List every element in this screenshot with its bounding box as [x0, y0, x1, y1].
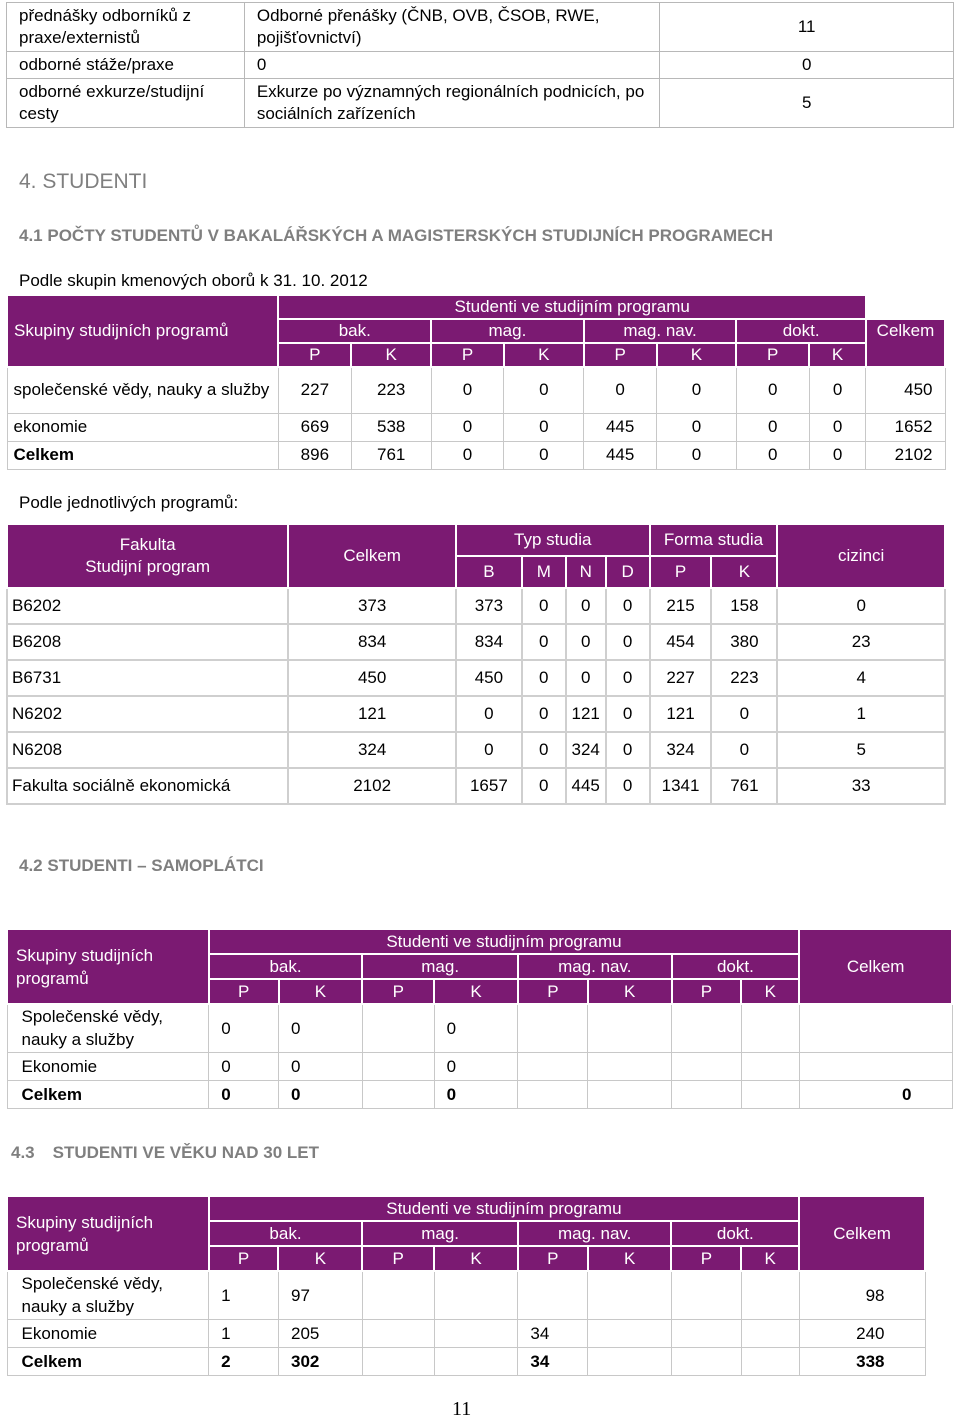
activity-type-cell: přednášky odborníků z praxe/externistů — [7, 3, 245, 52]
row-label: Ekonomie — [7, 1052, 209, 1080]
activity-description-cell: 0 — [244, 52, 660, 79]
value-cell — [741, 1052, 799, 1080]
group-header: Skupiny studijních programů — [7, 1196, 209, 1271]
value-cell: 0 — [522, 624, 566, 660]
value-cell: 445 — [566, 768, 606, 804]
table-row — [7, 52, 954, 79]
value-cell — [672, 1052, 742, 1080]
value-cell — [741, 1347, 799, 1375]
table-row — [7, 624, 945, 660]
value-cell: 380 — [711, 624, 777, 660]
value-cell — [518, 1052, 588, 1080]
level-header: mag. — [431, 319, 584, 343]
value-cell: 1 — [209, 1271, 279, 1319]
table-row — [7, 1271, 925, 1319]
value-cell — [362, 1004, 434, 1052]
value-cell: 0 — [279, 1052, 363, 1080]
value-cell: 34 — [518, 1319, 588, 1347]
total-header: Celkem — [288, 524, 456, 588]
value-cell: 302 — [278, 1347, 362, 1375]
value-cell: 0 — [606, 768, 650, 804]
value-cell: 121 — [650, 696, 712, 732]
pk-header: K — [588, 979, 672, 1004]
total-header: Celkem — [799, 1196, 925, 1271]
value-cell: 0 — [809, 413, 866, 441]
type-col-header: N — [566, 556, 606, 588]
level-header: bak. — [209, 954, 363, 979]
value-cell: 445 — [584, 441, 657, 469]
total-header: Celkem — [866, 319, 945, 367]
students-by-program-table — [6, 523, 946, 805]
value-cell: 2 — [209, 1347, 279, 1375]
students-header: Studenti ve studijním programu — [209, 929, 800, 954]
value-cell: 223 — [351, 367, 431, 413]
activity-type-cell: odborné stáže/praxe — [7, 52, 245, 79]
value-cell — [362, 1052, 434, 1080]
value-cell: 1 — [209, 1319, 279, 1347]
foreigners-cell: 1 — [777, 696, 945, 732]
pk-header: P — [671, 1246, 741, 1271]
value-cell: 0 — [606, 588, 650, 624]
row-label: Společenské vědy, nauky a služby — [7, 1271, 209, 1319]
study-form-header: Forma studia — [650, 524, 778, 556]
value-cell: 1657 — [456, 768, 522, 804]
table-caption: Podle skupin kmenových oborů k 31. 10. 2012 — [19, 271, 368, 290]
value-cell: 373 — [456, 588, 522, 624]
foreigners-cell: 23 — [777, 624, 945, 660]
subsection-heading — [11, 1143, 319, 1163]
table-row — [7, 1080, 952, 1108]
subsection-title: STUDENTI VE VĚKU NAD 30 LET — [52, 1143, 320, 1162]
level-header: mag. nav. — [518, 1221, 672, 1246]
section-heading: 4. STUDENTI — [19, 170, 148, 193]
pk-header: K — [434, 1246, 518, 1271]
self-paying-students-table — [6, 928, 953, 1109]
value-cell: 0 — [522, 588, 566, 624]
value-cell — [588, 1347, 672, 1375]
subsection-heading: 4.1 POČTY STUDENTŮ V BAKALÁŘSKÝCH A MAGISTERSKÝCH STUDIJNÍCH PROGRAMECH — [19, 226, 774, 245]
pk-header: K — [741, 979, 799, 1004]
value-cell — [741, 1319, 799, 1347]
value-cell: 445 — [584, 413, 657, 441]
type-col-header: D — [606, 556, 650, 588]
value-cell: 0 — [736, 367, 809, 413]
level-header: bak. — [278, 319, 431, 343]
value-cell: 324 — [650, 732, 712, 768]
value-cell: 0 — [209, 1052, 279, 1080]
type-col-header: M — [522, 556, 566, 588]
foreigners-cell: 33 — [777, 768, 945, 804]
value-cell: 0 — [456, 696, 522, 732]
total-cell: 450 — [288, 660, 456, 696]
pk-header: K — [351, 343, 431, 367]
total-cell: 98 — [799, 1271, 925, 1319]
row-label: Celkem — [7, 1080, 209, 1108]
table-row — [7, 3, 954, 52]
pk-header: P — [672, 979, 742, 1004]
value-cell — [671, 1271, 741, 1319]
level-header: dokt. — [671, 1221, 799, 1246]
value-cell — [362, 1080, 434, 1108]
students-header: Studenti ve studijním programu — [209, 1196, 799, 1221]
value-cell: 0 — [657, 441, 737, 469]
value-cell: 0 — [584, 367, 657, 413]
total-cell: 834 — [288, 624, 456, 660]
table-row — [7, 1319, 925, 1347]
activity-description-cell: Exkurze po významných regionálních podnicích, po sociálních zařízeních — [244, 79, 660, 128]
faculty-header-label: Fakulta — [119, 535, 176, 554]
activity-count-cell: 5 — [660, 79, 954, 128]
pk-header: K — [434, 979, 518, 1004]
value-cell: 121 — [566, 696, 606, 732]
total-cell: 121 — [288, 696, 456, 732]
pk-header: K — [657, 343, 737, 367]
value-cell: 0 — [431, 413, 504, 441]
value-cell: 0 — [657, 413, 737, 441]
subsection-number: 4.3 — [11, 1143, 35, 1162]
value-cell: 0 — [434, 1004, 518, 1052]
row-label: Ekonomie — [7, 1319, 209, 1347]
value-cell: 0 — [711, 732, 777, 768]
level-header: dokt. — [672, 954, 800, 979]
value-cell — [588, 1004, 672, 1052]
program-name-cell: B6208 — [7, 624, 288, 660]
pk-header: K — [809, 343, 866, 367]
value-cell: 0 — [657, 367, 737, 413]
activity-count-cell: 11 — [660, 3, 954, 52]
value-cell: 0 — [522, 660, 566, 696]
pk-header: K — [741, 1246, 799, 1271]
row-label: ekonomie — [7, 413, 278, 441]
value-cell: 0 — [431, 367, 504, 413]
level-header: mag. nav. — [584, 319, 737, 343]
total-cell: 240 — [799, 1319, 925, 1347]
value-cell: 0 — [809, 441, 866, 469]
table-row — [7, 1004, 952, 1052]
value-cell: 761 — [711, 768, 777, 804]
students-header: Studenti ve studijním programu — [278, 295, 866, 319]
pk-header: P — [518, 1246, 588, 1271]
value-cell — [741, 1004, 799, 1052]
value-cell: 0 — [566, 660, 606, 696]
activity-description-cell: Odborné přenášky (ČNB, OVB, ČSOB, RWE, pojišťovnictví) — [244, 3, 660, 52]
value-cell — [518, 1080, 588, 1108]
subsection-heading: 4.2 STUDENTI – SAMOPLÁTCI — [19, 856, 264, 875]
page-number: 11 — [452, 1398, 472, 1420]
total-cell: 2102 — [866, 441, 945, 469]
activities-table — [6, 2, 954, 128]
value-cell: 0 — [736, 441, 809, 469]
row-label: Celkem — [7, 441, 278, 469]
value-cell: 454 — [650, 624, 712, 660]
total-cell: 1652 — [866, 413, 945, 441]
pk-header: P — [362, 1246, 434, 1271]
value-cell: 1341 — [650, 768, 712, 804]
table-row — [7, 367, 945, 413]
value-cell: 0 — [504, 367, 584, 413]
value-cell — [362, 1271, 434, 1319]
total-cell: 2102 — [288, 768, 456, 804]
value-cell: 0 — [711, 696, 777, 732]
pk-header: P — [209, 1246, 279, 1271]
program-name-cell: B6731 — [7, 660, 288, 696]
total-cell — [799, 1052, 952, 1080]
foreigners-cell: 0 — [777, 588, 945, 624]
value-cell: 450 — [456, 660, 522, 696]
pk-header: P — [278, 343, 351, 367]
foreigners-cell: 5 — [777, 732, 945, 768]
value-cell — [518, 1271, 588, 1319]
table-row — [7, 413, 945, 441]
pk-header: P — [584, 343, 657, 367]
value-cell: 0 — [522, 768, 566, 804]
value-cell: 223 — [711, 660, 777, 696]
level-header: mag. — [362, 954, 518, 979]
value-cell — [588, 1080, 672, 1108]
table-row — [7, 660, 945, 696]
study-type-header: Typ studia — [456, 524, 650, 556]
value-cell: 97 — [278, 1271, 362, 1319]
value-cell: 158 — [711, 588, 777, 624]
level-header: mag. — [362, 1221, 518, 1246]
type-col-header: B — [456, 556, 522, 588]
value-cell: 0 — [504, 413, 584, 441]
pk-header: K — [588, 1246, 672, 1271]
value-cell: 0 — [809, 367, 866, 413]
value-cell — [741, 1080, 799, 1108]
value-cell — [518, 1004, 588, 1052]
activity-count-cell: 0 — [660, 52, 954, 79]
value-cell: 0 — [209, 1004, 279, 1052]
value-cell — [434, 1347, 518, 1375]
value-cell: 0 — [606, 732, 650, 768]
value-cell: 324 — [566, 732, 606, 768]
value-cell — [434, 1319, 518, 1347]
table-row — [7, 768, 945, 804]
value-cell: 0 — [434, 1052, 518, 1080]
value-cell: 0 — [606, 696, 650, 732]
value-cell — [434, 1271, 518, 1319]
value-cell — [672, 1004, 742, 1052]
value-cell: 227 — [278, 367, 351, 413]
table-row — [7, 696, 945, 732]
value-cell: 0 — [279, 1080, 363, 1108]
table-row — [7, 79, 954, 128]
value-cell: 0 — [736, 413, 809, 441]
total-cell: 338 — [799, 1347, 925, 1375]
total-header: Celkem — [799, 929, 952, 1004]
total-cell: 0 — [799, 1080, 952, 1108]
value-cell: 834 — [456, 624, 522, 660]
value-cell: 0 — [434, 1080, 518, 1108]
total-cell: 324 — [288, 732, 456, 768]
pk-header: K — [279, 979, 363, 1004]
activity-type-cell: odborné exkurze/studijní cesty — [7, 79, 245, 128]
program-name-cell: N6202 — [7, 696, 288, 732]
value-cell — [588, 1052, 672, 1080]
value-cell: 538 — [351, 413, 431, 441]
table-row — [7, 1052, 952, 1080]
program-header-label: Studijní program — [85, 557, 211, 576]
value-cell — [671, 1347, 741, 1375]
pk-header: P — [209, 979, 279, 1004]
value-cell: 0 — [522, 732, 566, 768]
form-col-header: P — [650, 556, 712, 588]
program-name-cell: N6208 — [7, 732, 288, 768]
total-cell: 373 — [288, 588, 456, 624]
pk-header: K — [278, 1246, 362, 1271]
row-label: společenské vědy, nauky a služby — [7, 367, 278, 413]
level-header: dokt. — [736, 319, 866, 343]
level-header: bak. — [209, 1221, 363, 1246]
program-name-cell: Fakulta sociálně ekonomická — [7, 768, 288, 804]
foreigners-cell: 4 — [777, 660, 945, 696]
value-cell — [588, 1319, 672, 1347]
pk-header: P — [362, 979, 434, 1004]
value-cell — [672, 1080, 742, 1108]
value-cell: 215 — [650, 588, 712, 624]
value-cell: 761 — [351, 441, 431, 469]
row-label: Celkem — [7, 1347, 209, 1375]
table-row — [7, 732, 945, 768]
value-cell: 0 — [566, 624, 606, 660]
value-cell: 0 — [456, 732, 522, 768]
table-caption: Podle jednotlivých programů: — [19, 493, 239, 512]
program-name-cell: B6202 — [7, 588, 288, 624]
value-cell: 0 — [431, 441, 504, 469]
value-cell: 0 — [606, 660, 650, 696]
value-cell — [588, 1271, 672, 1319]
table-row — [7, 588, 945, 624]
pk-header: P — [518, 979, 588, 1004]
value-cell: 896 — [278, 441, 351, 469]
level-header: mag. nav. — [518, 954, 672, 979]
table-row — [7, 1347, 925, 1375]
form-col-header: K — [711, 556, 777, 588]
value-cell — [741, 1271, 799, 1319]
value-cell — [671, 1319, 741, 1347]
value-cell: 205 — [278, 1319, 362, 1347]
total-cell — [799, 1004, 952, 1052]
group-header: Skupiny studijních programů — [7, 929, 209, 1004]
faculty-program-header — [7, 524, 288, 588]
pk-header: P — [431, 343, 504, 367]
students-over-30-table — [6, 1195, 926, 1376]
pk-header: P — [736, 343, 809, 367]
value-cell: 0 — [566, 588, 606, 624]
value-cell: 0 — [504, 441, 584, 469]
group-header: Skupiny studijních programů — [7, 295, 278, 367]
value-cell: 0 — [279, 1004, 363, 1052]
table-row — [7, 441, 945, 469]
value-cell — [362, 1347, 434, 1375]
foreigners-header: cizinci — [777, 524, 945, 588]
value-cell: 0 — [522, 696, 566, 732]
value-cell: 0 — [606, 624, 650, 660]
pk-header: K — [504, 343, 584, 367]
value-cell: 34 — [518, 1347, 588, 1375]
value-cell: 0 — [209, 1080, 279, 1108]
students-by-group-table — [6, 294, 946, 470]
total-cell: 450 — [866, 367, 945, 413]
value-cell — [362, 1319, 434, 1347]
value-cell: 669 — [278, 413, 351, 441]
row-label: Společenské vědy, nauky a služby — [7, 1004, 209, 1052]
value-cell: 227 — [650, 660, 712, 696]
